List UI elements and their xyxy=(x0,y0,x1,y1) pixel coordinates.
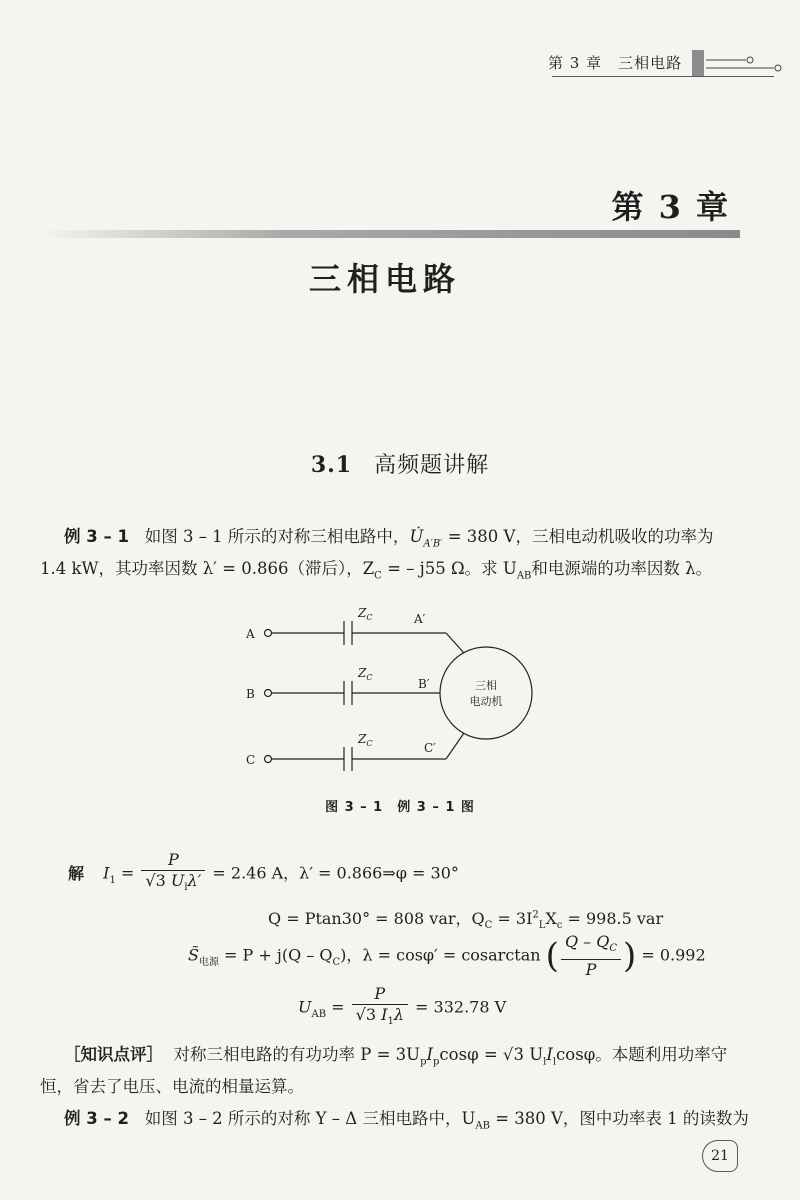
section-heading xyxy=(0,448,800,479)
eq2-d: = 998.5 var xyxy=(562,909,664,928)
chapter-band xyxy=(40,230,740,238)
impedance-label-1: Z xyxy=(358,606,367,620)
page-number: 21 xyxy=(702,1140,738,1172)
voltage-fraction: $\frac{P}{√3 I_1\lambda}$ xyxy=(352,984,408,1032)
eq2-b: = 3I xyxy=(492,909,533,928)
header-circuit-ornament xyxy=(706,56,786,76)
load-node-c: C′ xyxy=(424,741,436,755)
example1-line2: 1.4 kW，其功率因数 λ′ = 0.866（滞后），$Z_C$ = – j55 Ω。求 $U_{AB}$和电源端的功率因数 λ。 xyxy=(40,559,713,582)
solution-eq2: Q = Ptan30° = 808 var，$Q_C = 3I^2_LX_c = 998.5$ var xyxy=(268,909,664,932)
circuit-diagram xyxy=(230,605,560,795)
current-fraction: $\frac{P}{√3 U_l\lambda'}$ xyxy=(141,850,205,898)
figure-caption: 图 3 – 1 例 3 – 1 图 xyxy=(325,800,475,815)
eq2-c: X xyxy=(545,909,557,928)
eq1-tail: = 2.46 A，λ′ = 0.866⇒φ = 30° xyxy=(212,863,459,883)
impedance-sub-2: C xyxy=(366,673,373,682)
node-label-a: A xyxy=(246,627,255,641)
eq3-a: = P + j(Q – Q xyxy=(218,945,333,965)
eq4-tail: = 332.78 V xyxy=(409,997,507,1017)
example1-line2-b: = – j55 Ω。求 U xyxy=(381,559,517,578)
impedance-sub-1: C xyxy=(366,613,373,622)
section-number: 3.1 xyxy=(310,452,353,478)
node-label-b: B xyxy=(246,687,255,701)
comment-text-c: cosφ。本题利用功率守 xyxy=(556,1045,728,1064)
node-label-c: C xyxy=(246,753,256,767)
terminal-a xyxy=(265,630,272,637)
terminal-c xyxy=(265,756,272,763)
example1-label: 例 3 – 1 xyxy=(64,527,129,546)
impedance-label-3: Z xyxy=(358,732,367,746)
header-marker-block xyxy=(692,50,704,76)
example1-text-b: = 380 V，三相电动机吸收的功率为 xyxy=(442,527,714,546)
example2-text-b: = 380 V，图中功率表 1 的读数为 xyxy=(489,1109,749,1128)
load-node-b: B′ xyxy=(418,677,430,691)
example2-label: 例 3 – 2 xyxy=(64,1109,129,1128)
svg-text:ZC xyxy=(357,732,372,748)
chapter-title: 三相电路 xyxy=(308,260,461,298)
example2-paragraph: 例 3 – 2 如图 3 – 2 所示的对称 Y – Δ 三相电路中，$U_{AB} = 380$ V，图中功率表 1 的读数为 xyxy=(64,1109,749,1132)
solution-eq4: $U_{AB}$ = $\frac{P}{√3 I_1\lambda}$ = 332.78 V xyxy=(298,984,506,1032)
comment-text-b: cosφ = √3 U xyxy=(439,1045,544,1064)
impedance-sub-3: C xyxy=(366,739,373,748)
header-rule xyxy=(552,76,774,77)
reactive-fraction: $\frac{Q - Q_C}{P}$ xyxy=(561,932,621,980)
comment-text-a: 对称三相电路的有功功率 P = 3U xyxy=(173,1045,421,1064)
comment-line2: 恒，省去了电压、电流的相量运算。 xyxy=(40,1077,304,1096)
comment-label: ［知识点评］ xyxy=(64,1045,163,1064)
eq2-a: Q = Ptan30° = 808 var，Q xyxy=(268,909,485,928)
solution-label: 解 xyxy=(68,863,85,883)
svg-text:ZC xyxy=(357,666,372,682)
impedance-label-2: Z xyxy=(358,666,367,680)
example1-text-a: 如图 3 – 1 所示的对称三相电路中， xyxy=(144,527,410,546)
terminal-b xyxy=(265,690,272,697)
comment-paragraph: ［知识点评］ 对称三相电路的有功功率 $P = 3U_pI_p\cos\varphi = √3$ $U_lI_l\cos\varphi$。本题利用功率守 xyxy=(64,1045,728,1068)
motor-label-2: 电动机 xyxy=(469,695,503,708)
voltage-symbol: $U̇_{A'B'}$ xyxy=(409,527,443,550)
eq3-c: = 0.992 xyxy=(636,945,706,965)
running-header-title: 第 3 章 三相电路 xyxy=(548,54,683,72)
example2-text-a: 如图 3 – 2 所示的对称 Y – Δ 三相电路中，U xyxy=(144,1109,476,1128)
solution-eq1: 解 $I_1$ = $\frac{P}{√3 U_l\lambda'}$ = 2.46 A，λ′ = 0.866⇒φ = 30° xyxy=(68,850,459,898)
solution-eq3: $S̃_{电源} = P + j(Q - Q_C)$，λ = cosφ′ = cosarctan ( $\frac{Q - Q_C}{P}$ ) = 0.992 xyxy=(188,932,706,980)
example1-line2-c: 和电源端的功率因数 λ。 xyxy=(531,559,713,578)
load-node-a: A′ xyxy=(414,612,426,626)
eq3-b: )，λ = cosφ′ = cosarctan xyxy=(340,945,541,965)
motor-circle xyxy=(440,647,532,739)
chapter-label: 第 3 章 xyxy=(611,188,730,226)
svg-text:ZC xyxy=(357,606,372,622)
section-title: 高频题讲解 xyxy=(374,453,490,478)
example1-line2-a: 1.4 kW，其功率因数 λ′ = 0.866（滞后），Z xyxy=(40,559,375,578)
motor-label-1: 三相 xyxy=(475,679,497,692)
